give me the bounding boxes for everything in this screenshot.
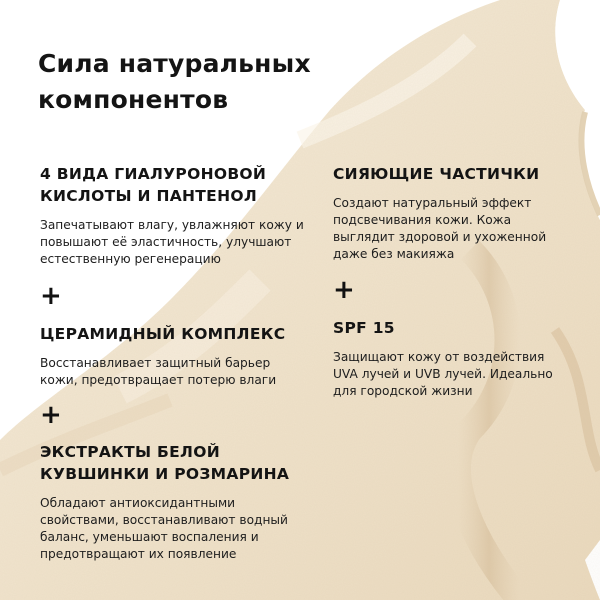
plus-separator: + <box>40 400 62 430</box>
ingredient-heading: ЭКСТРАКТЫ БЕЛОЙ КУВШИНКИ И РОЗМАРИНА <box>40 443 290 483</box>
ingredient-hyaluronic <box>40 163 310 268</box>
ingredient-heading: СИЯЮЩИЕ ЧАСТИЧКИ <box>333 165 540 183</box>
ingredient-heading: 4 ВИДА ГИАЛУРОНОВОЙ КИСЛОТЫ И ПАНТЕНОЛ <box>40 165 267 205</box>
ingredient-heading: ЦЕРАМИДНЫЙ КОМПЛЕКС <box>40 325 286 343</box>
ingredient-spf <box>333 317 573 400</box>
plus-separator: + <box>40 281 62 311</box>
ingredient-description: Создают натуральный эффект подсвечивания кожи. Кожа выглядит здоровой и ухоженной даже без макияжа <box>333 196 547 261</box>
ingredient-description: Обладают антиоксидантными свойствами, восстанавливают водный баланс, уменьшают воспаления и предотвращают их появление <box>40 496 288 561</box>
ingredient-heading: SPF 15 <box>333 319 395 337</box>
ingredient-ceramides <box>40 323 310 389</box>
plus-separator: + <box>333 275 355 305</box>
ingredient-description: Запечатывают влагу, увлажняют кожу и повышают её эластичность, улучшают естественную регенерацию <box>40 218 304 266</box>
ingredient-glow-particles <box>333 163 573 263</box>
ingredient-description: Восстанавливает защитный барьер кожи, предотвращает потерю влаги <box>40 356 277 387</box>
ingredient-description: Защищают кожу от воздействия UVA лучей и UVB лучей. Идеально для городской жизни <box>333 350 553 398</box>
ingredient-extracts <box>40 441 310 563</box>
page-title: Сила натуральных компонентов <box>38 49 311 114</box>
